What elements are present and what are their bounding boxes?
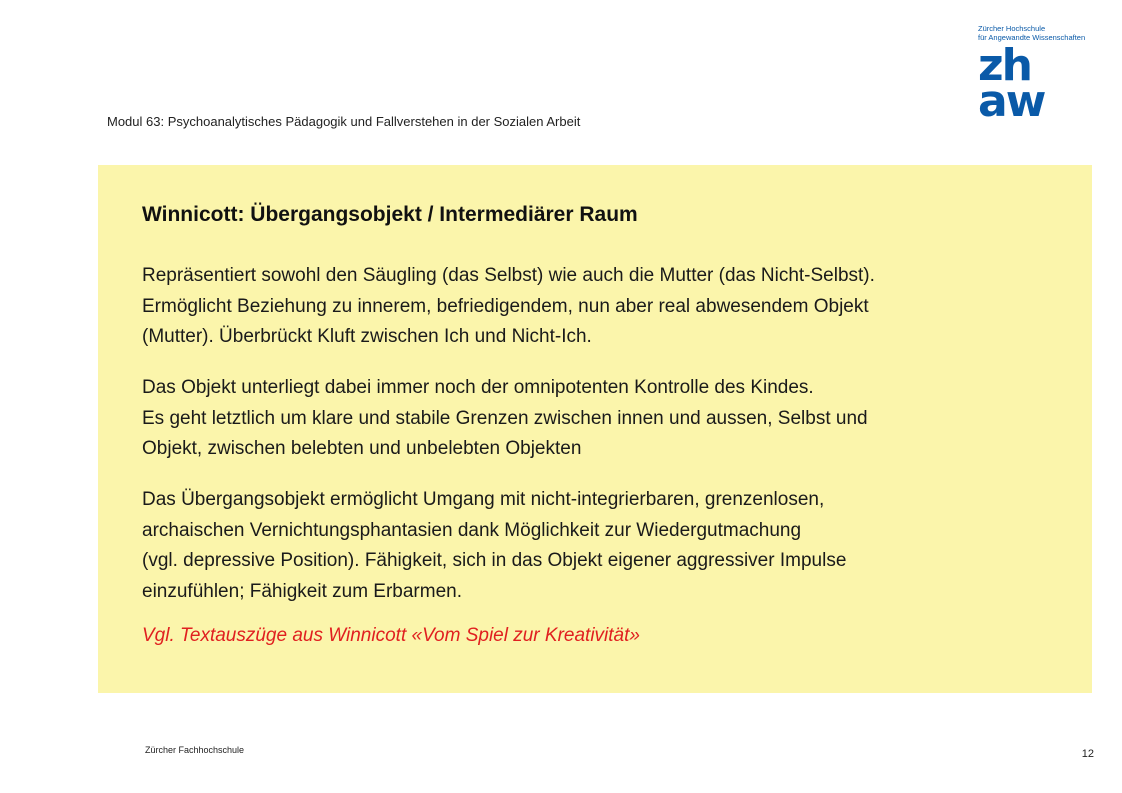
paragraph-3 <box>142 485 1072 607</box>
paragraph-line: (Mutter). Überbrückt Kluft zwischen Ich und Nicht-Ich. <box>142 326 592 347</box>
paragraph-line: einzufühlen; Fähigkeit zum Erbarmen. <box>142 580 462 602</box>
paragraph-line: Das Übergangsobjekt ermöglicht Umgang mit nicht-integrierbaren, grenzenlosen, <box>142 489 825 510</box>
zhaw-logo <box>978 24 1094 140</box>
page-number: 12 <box>1081 748 1094 760</box>
content-panel <box>98 165 1092 693</box>
logo-mark <box>978 40 1094 127</box>
reference-note: Vgl. Textauszüge aus Winnicott «Vom Spiel zur Kreativität» <box>142 625 640 646</box>
logo-subtitle-line1: Zürcher Hochschule <box>978 24 1046 33</box>
logo-mark-bottom: aw <box>978 76 1045 127</box>
paragraph-line: Es geht letztlich um klare und stabile Grenzen zwischen innen und aussen, Selbst und <box>142 407 868 429</box>
paragraph-2 <box>142 373 1072 465</box>
paragraph-1 <box>142 261 1072 353</box>
logo-subtitle-line2: für Angewandte Wissenschaften <box>978 33 1086 42</box>
slide-heading: Winnicott: Übergangsobjekt / Intermediärer Raum <box>142 203 638 226</box>
logo-mark-top: zh <box>978 40 1031 91</box>
paragraph-line: Repräsentiert sowohl den Säugling (das Selbst) wie auch die Mutter (das Nicht-Selbst). <box>142 265 875 286</box>
paragraph-line: Das Objekt unterliegt dabei immer noch der omnipotenten Kontrolle des Kindes. <box>142 377 814 398</box>
footer-institution: Zürcher Fachhochschule <box>145 745 245 755</box>
module-title: Modul 63: Psychoanalytisches Pädagogik und Fallverstehen in der Sozialen Arbeit <box>107 114 581 129</box>
paragraph-line: Ermöglicht Beziehung zu innerem, befriedigendem, nun aber real abwesendem Objekt <box>142 295 869 317</box>
paragraph-line: (vgl. depressive Position). Fähigkeit, sich in das Objekt eigener aggressiver Impulse <box>142 550 847 571</box>
paragraph-line: Objekt, zwischen belebten und unbelebten Objekten <box>142 438 582 459</box>
paragraph-line: archaischen Vernichtungsphantasien dank Möglichkeit zur Wiedergutmachung <box>142 519 802 541</box>
